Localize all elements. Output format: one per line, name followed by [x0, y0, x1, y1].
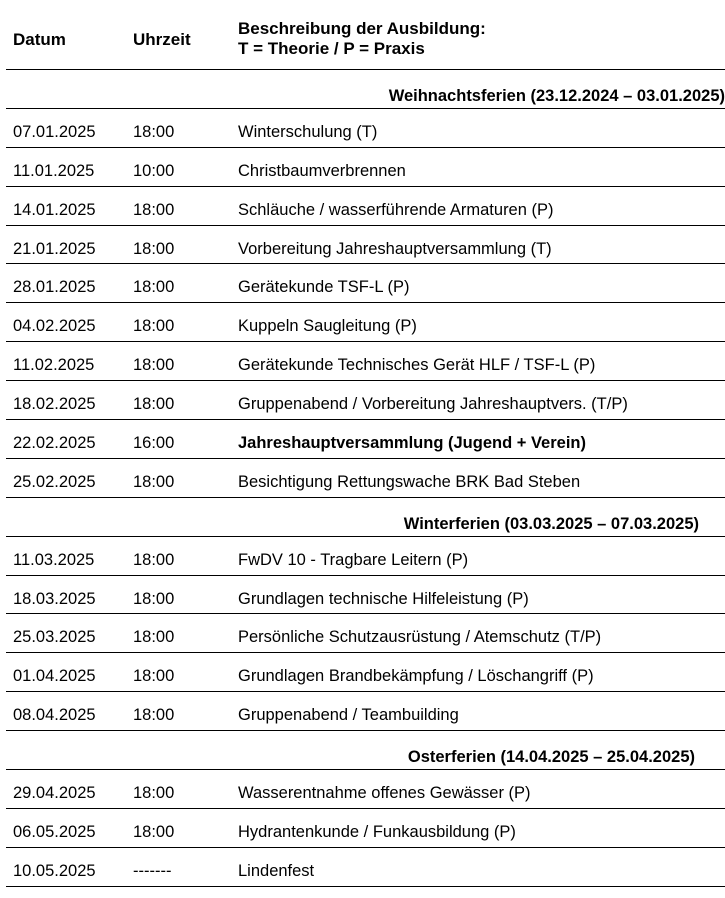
- row-description: Lindenfest: [238, 861, 315, 880]
- section-label-winter-holidays: Winterferien (03.03.2025 – 07.03.2025): [403, 514, 699, 533]
- row-description: Hydrantenkunde / Funkausbildung (P): [238, 822, 516, 841]
- row-time: 18:00: [133, 706, 175, 725]
- table-row: [0, 770, 725, 809]
- row-date: 01.04.2025: [13, 667, 96, 686]
- row-date: 29.04.2025: [13, 784, 96, 803]
- schedule-table: [0, 70, 725, 887]
- table-row: [0, 537, 725, 576]
- section-row: [0, 70, 725, 109]
- table-row: [0, 148, 725, 187]
- row-date: 11.01.2025: [13, 161, 95, 180]
- row-date: 11.02.2025: [13, 356, 95, 375]
- row-time: 18:00: [133, 278, 175, 297]
- table-row: [0, 692, 725, 731]
- row-date: 06.05.2025: [13, 822, 96, 841]
- table-row: [0, 848, 725, 887]
- row-description: Kuppeln Saugleitung (P): [238, 317, 417, 336]
- row-date: 25.02.2025: [13, 472, 96, 491]
- row-time: 18:00: [133, 395, 175, 414]
- table-header: [0, 0, 725, 70]
- table-row: [0, 576, 725, 615]
- description-header-line2: T = Theorie / P = Praxis: [238, 39, 425, 58]
- row-time: 18:00: [133, 356, 175, 375]
- row-time: 18:00: [133, 784, 175, 803]
- row-time: 18:00: [133, 122, 175, 141]
- table-row: [0, 303, 725, 342]
- row-description: Grundlagen Brandbekämpfung / Löschangriff (P): [238, 667, 594, 686]
- row-time: 18:00: [133, 472, 175, 491]
- table-row: [0, 342, 725, 381]
- row-time: 10:00: [133, 161, 175, 180]
- table-row: [0, 809, 725, 848]
- table-row: [0, 653, 725, 692]
- row-date: 04.02.2025: [13, 317, 96, 336]
- row-date: 28.01.2025: [13, 278, 96, 297]
- row-description: Besichtigung Rettungswache BRK Bad Steben: [238, 472, 581, 491]
- row-date: 21.01.2025: [13, 239, 96, 258]
- row-time: 18:00: [133, 667, 175, 686]
- row-date: 08.04.2025: [13, 706, 96, 725]
- table-row: [0, 381, 725, 420]
- row-date: 10.05.2025: [13, 861, 96, 880]
- row-description: FwDV 10 - Tragbare Leitern (P): [238, 550, 469, 569]
- section-label-easter-holidays: Osterferien (14.04.2025 – 25.04.2025): [407, 748, 695, 767]
- section-row: [0, 731, 725, 770]
- row-description: Schläuche / wasserführende Armaturen (P): [238, 200, 554, 219]
- table-row: [0, 187, 725, 226]
- row-divider: [6, 886, 725, 887]
- row-time: 18:00: [133, 239, 175, 258]
- table-row: [0, 459, 725, 498]
- row-description: Wasserentnahme offenes Gewässer (P): [238, 784, 531, 803]
- row-description: Gerätekunde Technisches Gerät HLF / TSF-L (P): [238, 356, 596, 375]
- column-header-time: Uhrzeit: [133, 30, 191, 49]
- row-date: 25.03.2025: [13, 628, 96, 647]
- row-description: Gerätekunde TSF-L (P): [238, 278, 410, 297]
- table-row: [0, 614, 725, 653]
- section-label-christmas-holidays: Weihnachtsferien (23.12.2024 – 03.01.2025): [388, 87, 725, 105]
- row-date: 18.03.2025: [13, 589, 96, 608]
- row-time: 18:00: [133, 550, 175, 569]
- column-header-date: Datum: [13, 30, 66, 49]
- row-description: Vorbereitung Jahreshauptversammlung (T): [238, 239, 552, 258]
- row-time: 18:00: [133, 589, 175, 608]
- row-date: 18.02.2025: [13, 395, 96, 414]
- row-date: 14.01.2025: [13, 200, 96, 219]
- table-row: [0, 226, 725, 265]
- row-description: Winterschulung (T): [238, 122, 378, 141]
- row-description: Gruppenabend / Teambuilding: [238, 706, 459, 725]
- row-date: 11.03.2025: [13, 550, 95, 569]
- row-time: 18:00: [133, 317, 175, 336]
- row-date: 22.02.2025: [13, 434, 96, 453]
- row-time: 18:00: [133, 628, 175, 647]
- row-time: 18:00: [133, 822, 175, 841]
- description-header-line1: Beschreibung der Ausbildung:: [238, 19, 486, 38]
- row-description: Grundlagen technische Hilfeleistung (P): [238, 589, 529, 608]
- row-time: 16:00: [133, 434, 175, 453]
- column-header-description: [238, 19, 486, 59]
- table-row: [0, 109, 725, 148]
- row-time: 18:00: [133, 200, 175, 219]
- row-time: -------: [133, 861, 172, 880]
- row-date: 07.01.2025: [13, 122, 96, 141]
- table-row: [0, 264, 725, 303]
- section-row: [0, 498, 725, 537]
- row-description: Persönliche Schutzausrüstung / Atemschutz (T/P): [238, 628, 602, 647]
- row-description: Christbaumverbrennen: [238, 161, 406, 180]
- table-row: [0, 420, 725, 459]
- row-description-highlighted: Jahreshauptversammlung (Jugend + Verein): [238, 434, 586, 453]
- row-description: Gruppenabend / Vorbereitung Jahreshauptvers. (T/P): [238, 395, 628, 414]
